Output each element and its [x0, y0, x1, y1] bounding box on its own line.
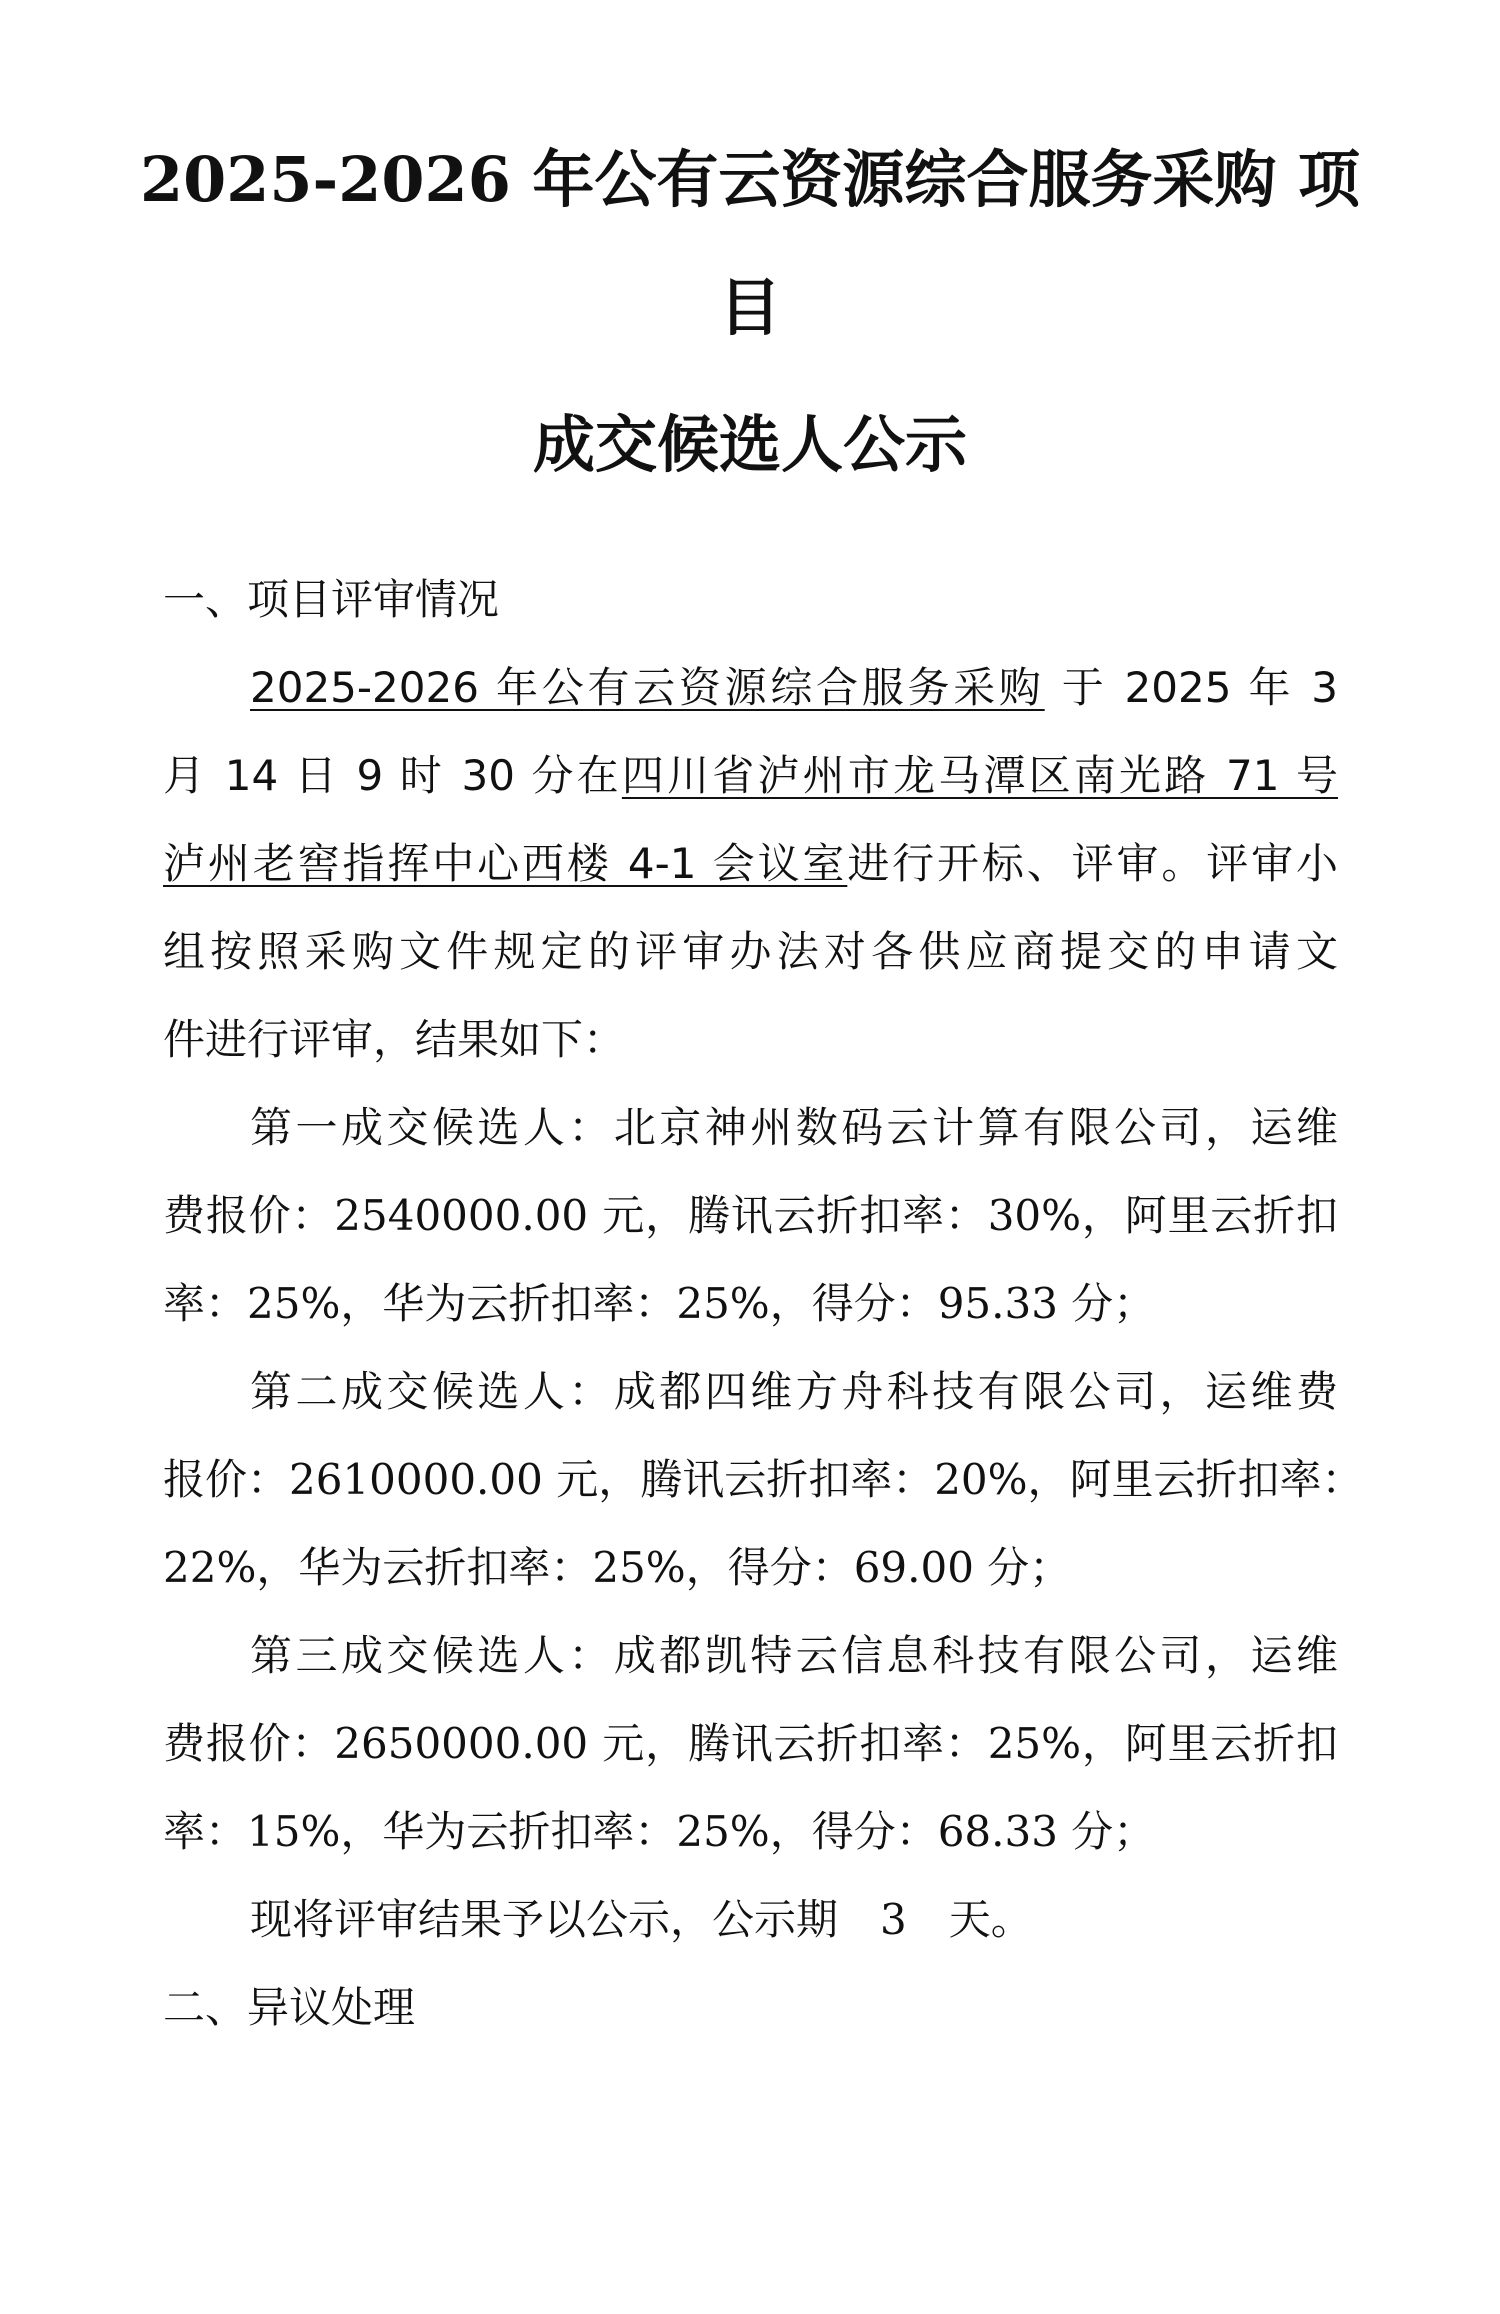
intro-line-4: 组按照采购文件规定的评审办法对各供应商提交的申请文 — [163, 927, 1338, 976]
intro-line-5: 件进行评审，结果如下： — [163, 1015, 626, 1064]
candidate-1-line-2: 费报价：2540000.00 元，腾讯云折扣率：30%，阿里云折扣 — [163, 1191, 1338, 1240]
intro-line-2 — [163, 748, 1338, 804]
project-name: 2025-2026 年公有云资源综合服务采购 — [250, 663, 1045, 712]
page-title-line-1: 2025-2026 年公有云资源综合服务采购 项 — [139, 143, 1361, 216]
location-part-1: 四川省泸州市龙马潭区南光路 71 号 — [621, 751, 1338, 800]
intro-line-1-rest: 于 2025 年 3 — [1061, 663, 1338, 712]
section-1-heading: 一、项目评审情况 — [163, 575, 500, 624]
page-subtitle: 成交候选人公示 — [532, 408, 967, 481]
intro-line-3-rest: 进行开标、评审。评审小 — [847, 839, 1338, 888]
intro-line-1 — [250, 660, 1338, 716]
location-part-2: 泸州老窖指挥中心西楼 4-1 会议室 — [163, 839, 848, 888]
candidate-2-line-2: 报价：2610000.00 元，腾讯云折扣率：20%，阿里云折扣率： — [163, 1455, 1364, 1504]
candidate-2-line-1: 第二成交候选人：成都四维方舟科技有限公司，运维费 — [250, 1367, 1338, 1416]
intro-line-3 — [163, 836, 1338, 892]
candidate-1-line-3: 率：25%，华为云折扣率：25%，得分：95.33 分； — [163, 1279, 1156, 1328]
candidate-3-line-3: 率：15%，华为云折扣率：25%，得分：68.33 分； — [163, 1807, 1156, 1856]
candidate-2-line-3: 22%，华为云折扣率：25%，得分：69.00 分； — [163, 1543, 1072, 1592]
candidate-3-line-2: 费报价：2650000.00 元，腾讯云折扣率：25%，阿里云折扣 — [163, 1719, 1338, 1768]
candidate-1-line-1: 第一成交候选人：北京神州数码云计算有限公司，运维 — [250, 1103, 1338, 1152]
candidate-3-line-1: 第三成交候选人：成都凯特云信息科技有限公司，运维 — [250, 1631, 1338, 1680]
section-2-heading: 二、异议处理 — [163, 1983, 416, 2032]
page-title-line-2: 目 — [718, 271, 781, 344]
publicity-notice: 现将评审结果予以公示，公示期 3 天。 — [250, 1895, 1033, 1944]
intro-line-2-prefix: 月 14 日 9 时 30 分在 — [163, 751, 622, 800]
